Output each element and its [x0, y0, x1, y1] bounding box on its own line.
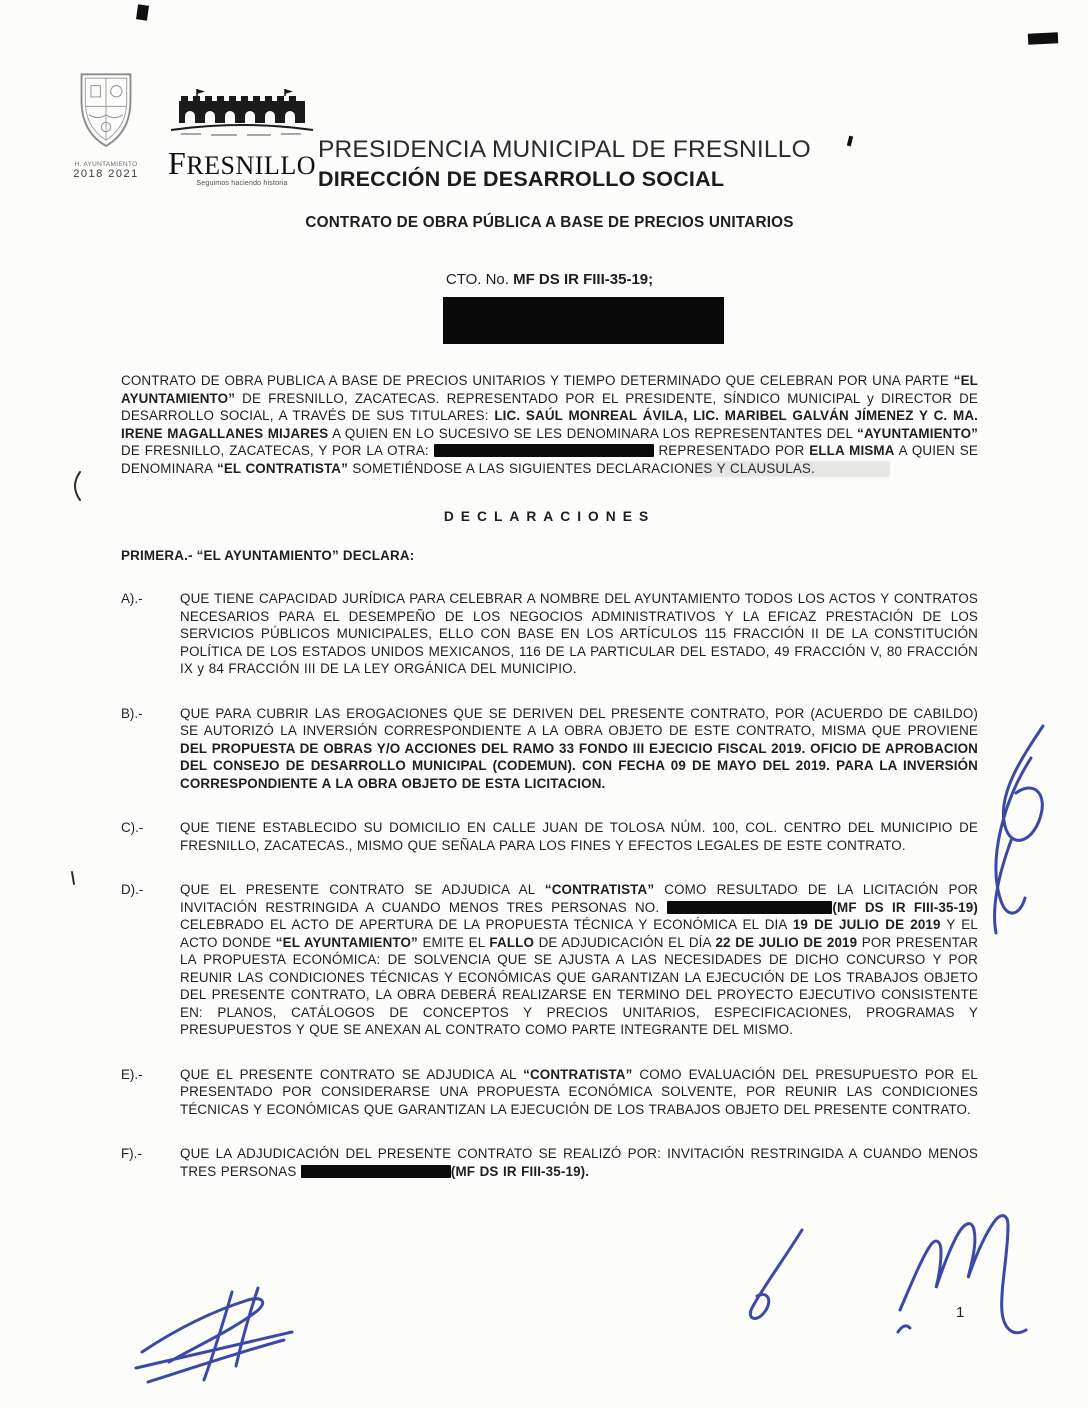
clause-text: QUE PARA CUBRIR LAS EROGACIONES QUE SE DERIVEN DEL PRESENTE CONTRATO, POR (ACUERDO DE CABILDO) SE AUTORIZÓ LA INVERSIÓN CORRESPONDIENTE A LA OBRA OBJETO DE ESTE CONTRATO, MISMA QUE PROVIENE DEL PROPUESTA DE OBRAS Y/O ACCIONES DEL RAMO 33 FONDO III EJECICIO FISCAL 2019. OFICIO DE APROBACION DEL CONSEJO DE DESARROLLO MUNICIPAL (CODEMUN). CON FECHA 09 DE MAYO DEL 2019. PARA LA INVERSIÓN CORRESPONDIENTE A LA OBRA OBJETO DE ESTA LICITACION.: [180, 705, 978, 791]
clause-text: QUE TIENE ESTABLECIDO SU DOMICILIO EN CALLE JUAN DE TOLOSA NÚM. 100, COL. CENTRO DEL MUNICIPIO DE FRESNILLO, ZACATECAS., MISMO QUE SEÑALA PARA LOS FINES Y EFECTOS LEGALES DE ESTE CONTRATO.: [180, 820, 978, 853]
aqueduct-icon: [167, 88, 317, 140]
scan-artifact-top-left: [136, 4, 149, 20]
clause-c: [121, 819, 978, 854]
section-title-declaraciones: DECLARACIONES: [443, 509, 656, 524]
contract-number-value: MF DS IR FIII-35-19;: [513, 271, 654, 288]
clause-label: D).-: [121, 882, 144, 897]
clause-text: QUE TIENE CAPACIDAD JURÍDICA PARA CELEBRAR A NOMBRE DEL AYUNTAMIENTO TODOS LOS ACTOS Y CONTRATOS NECESARIOS PARA EL DESEMPEÑO DE LOS NEGOCIOS ADMINISTRATIVOS Y LA EFICAZ PRESTACIÓN DE LOS SERVICIOS PÚBLICOS MUNICIPALES, ELLO CON BASE EN LOS ARTÍCULOS 115 FRACCIÓN II DE LA CONSTITUCIÓN POLÍTICA DE LOS ESTADOS UNIDOS MEXICANOS, 116 DE LA PARTICULAR DEL ESTADO, 49 FRACCIÓN V, 80 FRACCIÓN IX y 84 FRACCIÓN III DE LA LEY ORGÁNICA DEL MUNICIPIO.: [180, 591, 978, 676]
scan-mark-left-paren: [75, 472, 80, 500]
municipal-crest-logo: [70, 70, 142, 180]
redacted-text: [301, 1165, 451, 1178]
clause-e: [121, 1066, 978, 1119]
signature-ink-bottom-left: [136, 1288, 292, 1382]
contract-number-line: [121, 271, 978, 288]
scan-artifact-header-tick: [847, 136, 853, 147]
clause-label: F).-: [121, 1146, 142, 1161]
scan-smudge: [695, 461, 890, 477]
contract-body: [121, 372, 978, 1180]
scan-mark-left-tick: [72, 872, 74, 884]
fresnillo-wordmark: FRESNILLO: [168, 145, 316, 181]
fresnillo-logo: [164, 88, 320, 187]
clause-text: QUE EL PRESENTE CONTRATO SE ADJUDICA AL “CONTRATISTA” COMO EVALUACIÓN DEL PRESUPUESTO POR EL PRESENTADO POR CONSIDERARSE UNA PROPUESTA ECONÓMICA SOLVENTE, POR REUNIR LAS CONDICIONES TÉCNICAS Y ECONÓMICAS QUE GARANTIZAN LA EJECUCIÓN DE LOS TRABAJOS OBJETO DEL PRESENTE CONTRATO.: [180, 1066, 978, 1117]
signature-ink-right-margin: [995, 726, 1043, 933]
redacted-text: [434, 444, 654, 457]
crest-caption: H. AYUNTAMIENTO: [74, 161, 138, 168]
org-title: PRESIDENCIA MUNICIPAL DE FRESNILLO: [318, 136, 811, 163]
fresnillo-tagline: Seguimos haciendo historia: [196, 180, 288, 187]
contract-title: CONTRATO DE OBRA PÚBLICA A BASE DE PRECIOS UNITARIOS: [305, 214, 794, 231]
signature-ink-center: [750, 1230, 802, 1318]
clause-text: QUE LA ADJUDICACIÓN DEL PRESENTE CONTRATO SE REALIZÓ POR: INVITACIÓN RESTRINGIDA A CUANDO MENOS TRES PERSONAS (MF DS IR FIII-35-19).: [180, 1146, 978, 1179]
clause-label: A).-: [121, 591, 143, 606]
scan-artifact-top-right: [1028, 32, 1059, 45]
clause-label: C).-: [121, 820, 144, 835]
intro-paragraph: CONTRATO DE OBRA PUBLICA A BASE DE PRECIOS UNITARIOS Y TIEMPO DETERMINADO QUE CELEBRAN POR UNA PARTE “EL AYUNTAMIENTO” DE FRESNILLO, ZACATECAS. REPRESENTADO POR EL PRESIDENTE, SÍNDICO MUNICIPAL y DIRECTOR DE DESARROLLO SOCIAL, A TRAVÉS DE SUS TITULARES: LIC. SAÚL MONREAL ÁVILA, LIC. MARIBEL GALVÁN JÍMENEZ Y C. MA. IRENE MAGALLANES MIJARES A QUIEN EN LO SUCESIVO SE LES DENOMINARA LOS REPRESENTANTES DEL “AYUNTAMIENTO” DE FRESNILLO, ZACATECAS, Y POR LA OTRA: REPRESENTADO POR ELLA MISMA A QUIEN SE DENOMINARA “EL CONTRATISTA” SOMETIÉNDOSE A LAS SIGUIENTES DECLARACIONES Y CLAUSULAS.: [121, 373, 979, 476]
clause-a: [121, 590, 978, 678]
org-subtitle: DIRECCIÓN DE DESARROLLO SOCIAL: [318, 167, 725, 191]
clause-text: QUE EL PRESENTE CONTRATO SE ADJUDICA AL “CONTRATISTA” COMO RESULTADO DE LA LICITACIÓN POR INVITACIÓN RESTRINGIDA A CUANDO MENOS TRES PERSONAS NO. (MF DS IR FIII-35-19) CELEBRADO EL ACTO DE APERTURA DE LA PROPUESTA TÉCNICA Y ECONÓMICA EL DIA 19 DE JULIO DE 2019 Y EL ACTO DONDE “EL AYUNTAMIENTO” EMITE EL FALLO DE ADJUDICACIÓN EL DÍA 22 DE JULIO DE 2019 POR PRESENTAR LA PROPUESTA ECONÓMICA: DE SOLVENCIA QUE SE AJUSTA A LAS NECESIDADES DE DICHO CONCURSO Y POR REUNIR LAS CONDICIONES TÉCNICAS Y ECONÓMICAS QUE GARANTIZAN LA EJECUCIÓN DE LOS TRABAJOS OBJETO DEL PRESENTE CONTRATO, LA OBRA DEBERÁ REALIZARSE EN TERMINO DEL PROYECTO EJECUTIVO CONSISTENTE EN: PLANOS, CATÁLOGOS DE CONCEPTOS Y PRECIOS UNITARIOS, ESPECIFICACIONES, PROGRAMAS Y PRESUPUESTOS Y QUE SE ANEXAN AL CONTRATO COMO PARTE INTEGRANTE DEL MISMO.: [180, 882, 979, 1037]
page-number: 1: [956, 1304, 965, 1321]
redacted-text: [667, 901, 832, 914]
contract-number-label: CTO. No.: [445, 271, 514, 288]
primera-heading: PRIMERA.- “EL AYUNTAMIENTO” DECLARA:: [121, 548, 415, 563]
clause-f: [121, 1145, 978, 1180]
clause-d: [121, 881, 978, 1039]
clause-label: B).-: [121, 705, 143, 721]
redaction-block: [443, 297, 724, 344]
municipal-crest-icon: [74, 70, 138, 154]
clause-label: E).-: [121, 1066, 143, 1082]
clause-b: [121, 705, 978, 793]
crest-years: 2018 2021: [73, 168, 139, 180]
